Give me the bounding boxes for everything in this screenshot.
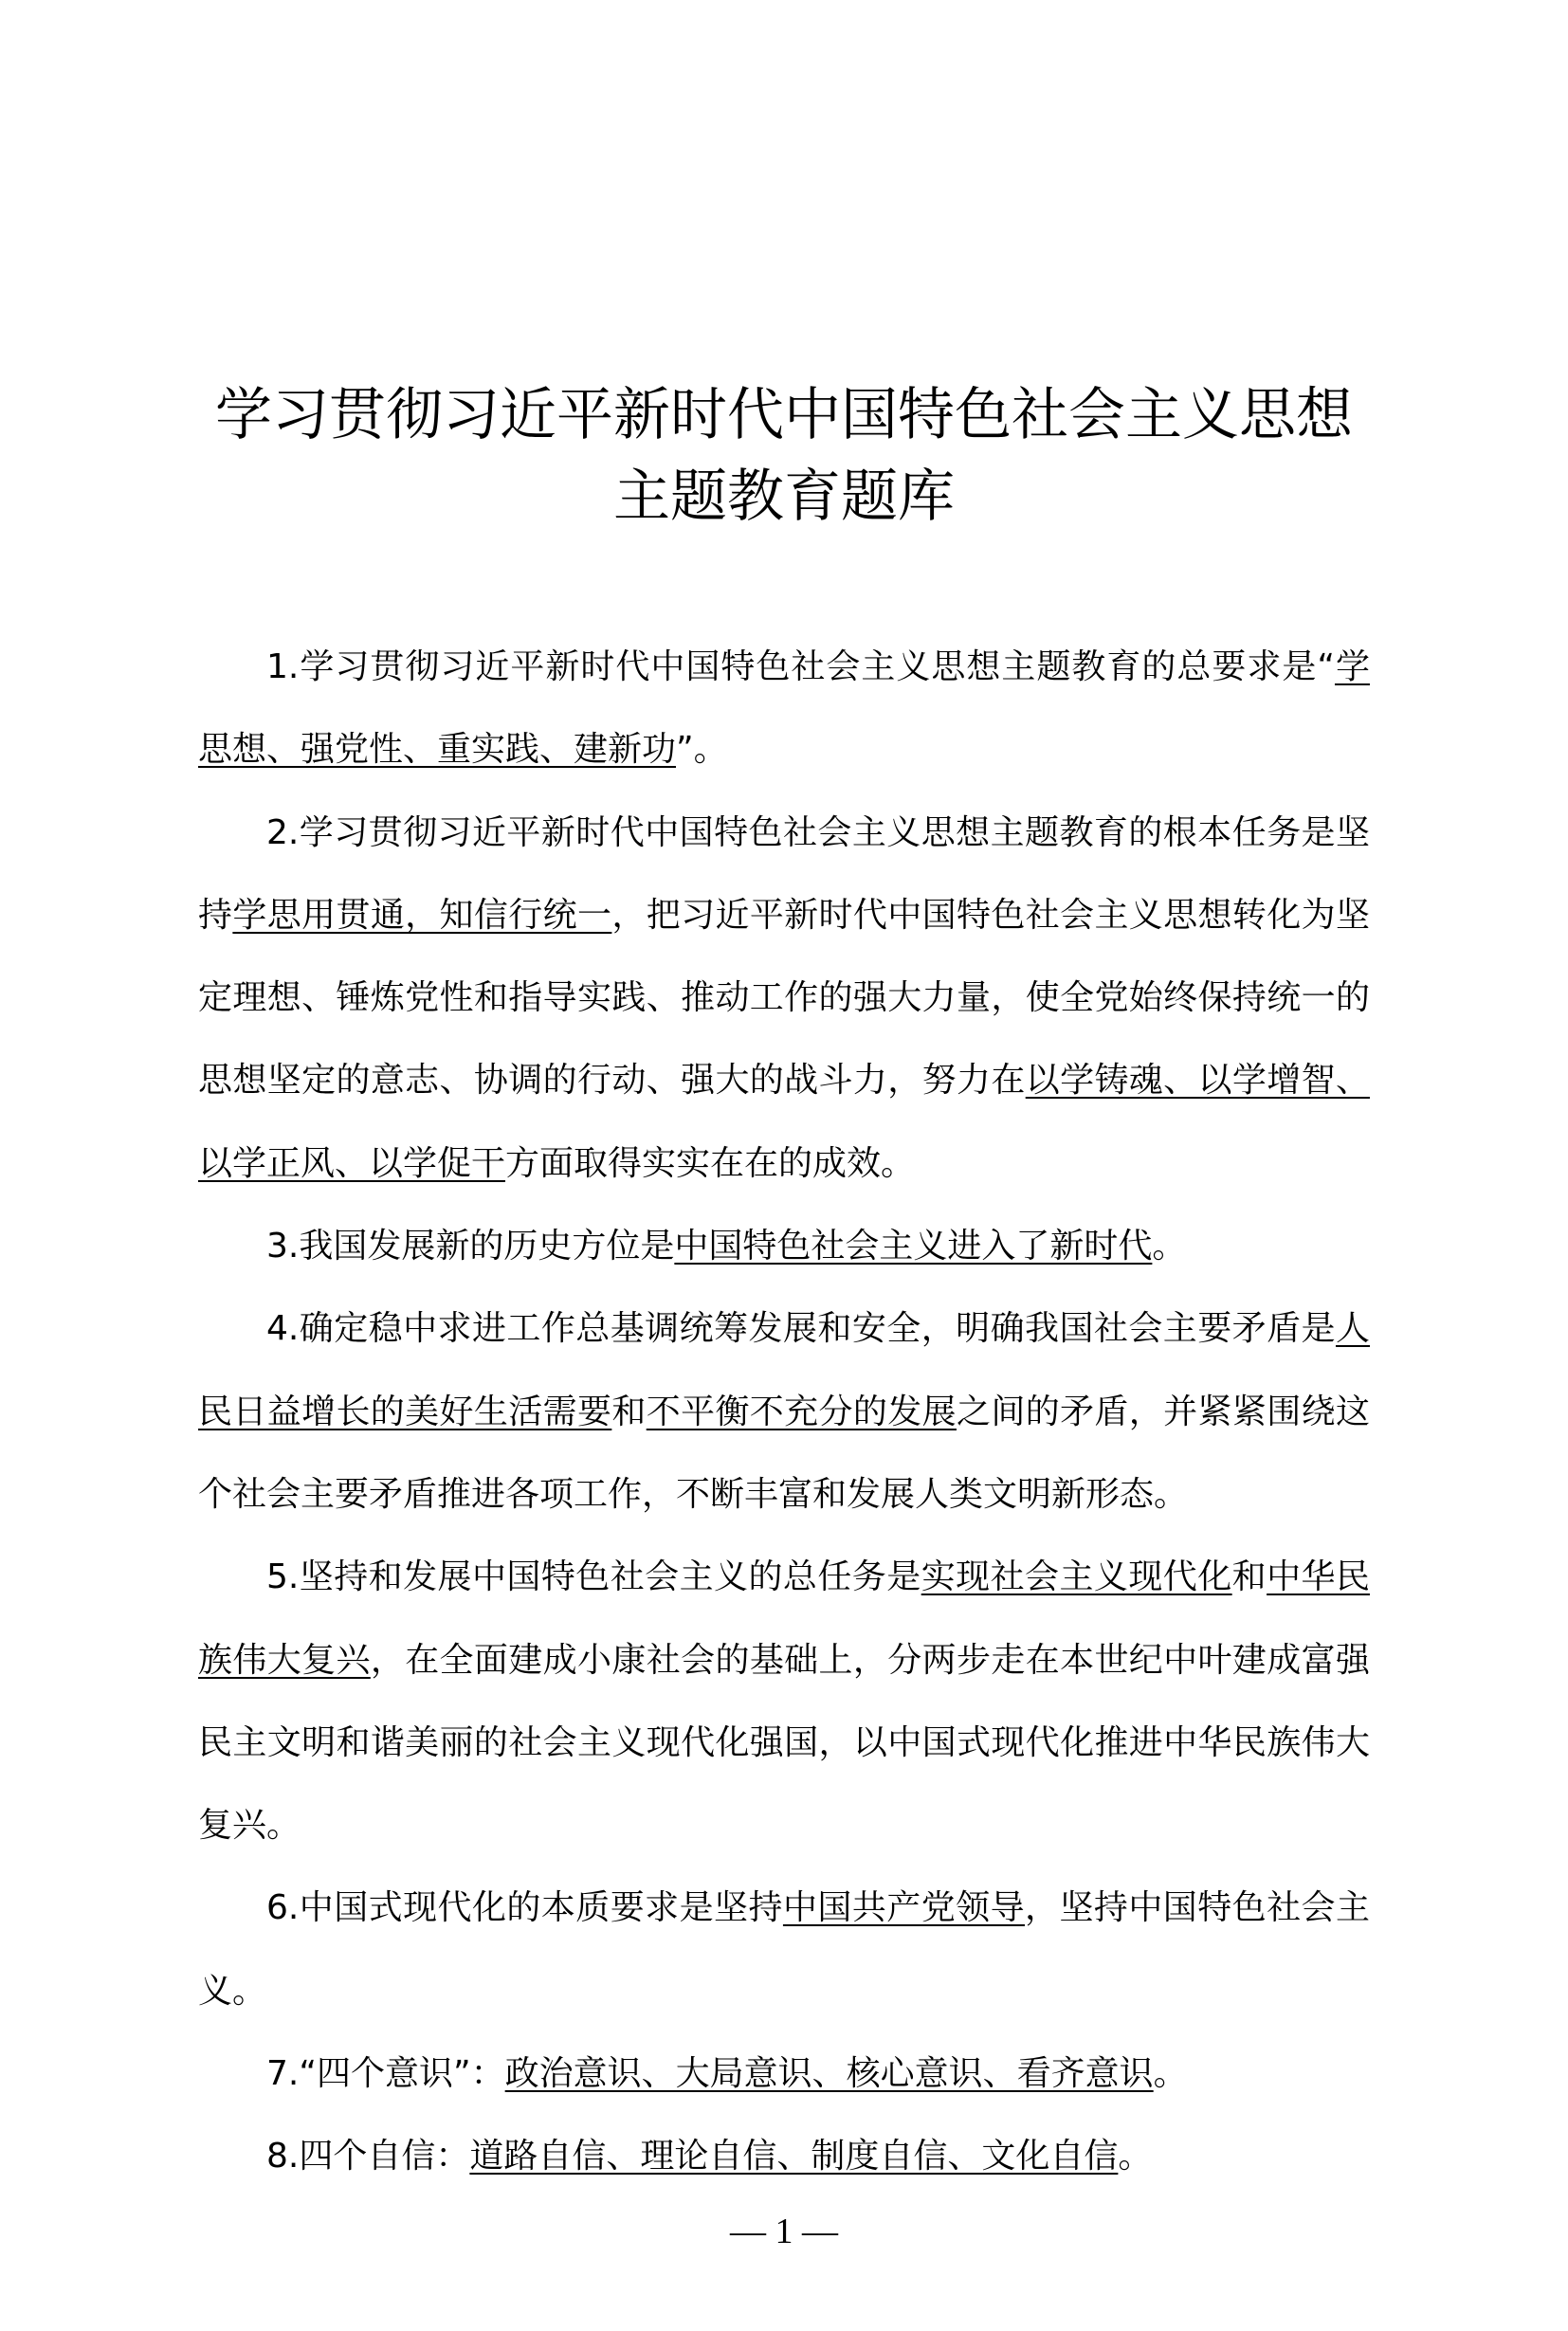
question-text: ，坚持中国特色社会主义。 — [198, 1888, 1370, 2011]
answer-underlined: 以学铸魂、以学增智、以学正风、以学促干 — [198, 1061, 1370, 1183]
question-text: 方面取得实实在在的成效。 — [505, 1143, 916, 1183]
question-text: 。 — [1153, 2054, 1188, 2094]
question-text: 和 — [611, 1392, 647, 1431]
question-text: 2.学习贯彻习近平新时代中国特色社会主义思想主题教育的根本任务是坚持 — [198, 812, 1370, 935]
page-number: — 1 — — [730, 2211, 838, 2251]
title-line-2: 主题教育题库 — [613, 464, 955, 530]
answer-underlined: 中华民族伟大复兴 — [198, 1557, 1370, 1680]
question-paragraph — [198, 2032, 1370, 2115]
question-text: 7.“四个意识”： — [266, 2054, 505, 2094]
question-text: 3.我国发展新的历史方位是 — [266, 1227, 675, 1266]
question-text: 8.四个自信： — [266, 2137, 470, 2176]
question-text: ，把习近平新时代中国特色社会主义思想转化为坚定理想、锤炼党性和指导实践、推动工作的强大力量，使全党始终保持统一的思想坚定的意志、协调的行动、强大的战斗力，努力在 — [198, 895, 1370, 1101]
question-text: 之间的矛盾，并紧紧围绕这个社会主要矛盾推进各项工作，不断丰富和发展人类文明新形态。 — [198, 1392, 1370, 1514]
answer-underlined: 学思想、强党性、重实践、建新功 — [198, 647, 1370, 770]
question-text: 6.中国式现代化的本质要求是坚持 — [266, 1888, 783, 1928]
answer-underlined: 政治意识、大局意识、核心意识、看齐意识 — [504, 2054, 1154, 2094]
question-paragraph — [198, 1205, 1370, 1287]
answer-underlined: 学思用贯通，知信行统一 — [232, 895, 612, 935]
question-text: 。 — [1118, 2137, 1153, 2176]
question-paragraph — [198, 1536, 1370, 1867]
question-text: ”。 — [676, 730, 728, 770]
question-text: ，在全面建成小康社会的基础上，分两步走在本世纪中叶建成富强民主文明和谐美丽的社会主义现代化强国，以中国式现代化推进中华民族伟大复兴。 — [198, 1640, 1370, 1846]
title-line-1: 学习贯彻习近平新时代中国特色社会主义思想 — [215, 382, 1353, 448]
document-body — [198, 626, 1370, 2198]
answer-underlined: 实现社会主义现代化 — [921, 1557, 1232, 1597]
answer-underlined: 不平衡不充分的发展 — [646, 1392, 957, 1431]
question-text: 4.确定稳中求进工作总基调统筹发展和安全，明确我国社会主要矛盾是 — [266, 1309, 1336, 1349]
question-paragraph — [198, 1867, 1370, 2032]
document-title — [0, 374, 1568, 537]
answer-underlined: 人民日益增长的美好生活需要 — [198, 1309, 1370, 1431]
question-paragraph — [198, 792, 1370, 1205]
question-paragraph — [198, 626, 1370, 792]
question-paragraph — [198, 1287, 1370, 1536]
question-paragraph — [198, 2115, 1370, 2197]
question-text: 5.坚持和发展中国特色社会主义的总任务是 — [266, 1557, 921, 1597]
answer-underlined: 中国特色社会主义进入了新时代 — [674, 1227, 1153, 1266]
answer-underlined: 中国共产党领导 — [782, 1888, 1026, 1928]
answer-underlined: 道路自信、理论自信、制度自信、文化自信 — [469, 2137, 1119, 2176]
question-text: 1.学习贯彻习近平新时代中国特色社会主义思想主题教育的总要求是“ — [266, 647, 1335, 686]
question-text: 。 — [1152, 1227, 1187, 1266]
question-text: 和 — [1231, 1557, 1267, 1597]
